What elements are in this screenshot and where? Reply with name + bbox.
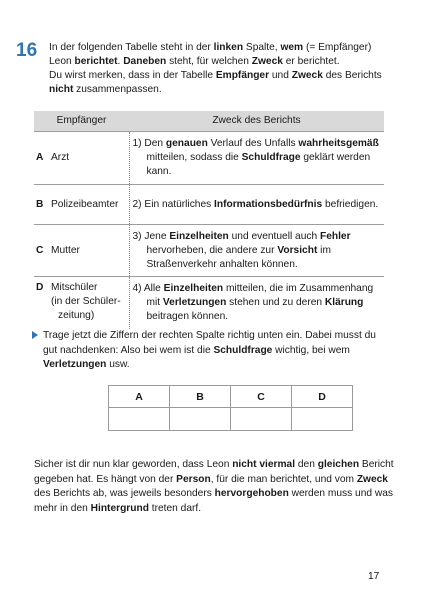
closing-paragraph: Sicher ist dir nun klar geworden, dass Leon nicht viermal den gleichen Bericht gegeben hat. Es hängt von der Person, für die man berichtet, und vom Zweck des Berichts ab, was jeweils besonders hervorgehoben werden muss und was mehr in den Hintergrund treten darf. — [34, 459, 394, 514]
play-arrow-icon — [32, 331, 38, 339]
table-row — [34, 225, 384, 277]
table-header-row — [34, 111, 384, 132]
answer-header-row — [109, 386, 353, 408]
answer-header-a: A — [109, 386, 170, 408]
intro-line-1: In der folgenden Tabelle steht in der linken Spalte, wem (= Empfänger) — [49, 42, 372, 53]
recipient-purpose-table — [34, 111, 384, 329]
answer-table — [108, 385, 353, 431]
task-instruction: Trage jetzt die Ziffern der rechten Spalte richtig unten ein. Dabei musst du gut nachdenken: Also bei wem ist die Schuldfrage wichtig, bei wem Verletzungen usw. — [43, 330, 376, 370]
table-row — [34, 185, 384, 225]
purpose-cell: 3) Jene Einzelheiten und eventuell auch Fehler hervorheben, die andere zur Vorsicht im Straßenverkehr anhalten können. — [129, 225, 384, 277]
answer-header-b: B — [170, 386, 231, 408]
answer-cell-a[interactable] — [109, 408, 170, 431]
purpose-cell: 2) Ein natürliches Informationsbedürfnis befriedigen. — [129, 185, 384, 225]
table-row — [34, 277, 384, 329]
recipient-cell: C Mutter — [34, 225, 129, 277]
answer-header-d: D — [292, 386, 353, 408]
intro-line-4: nicht zusammenpassen. — [49, 84, 162, 95]
exercise-intro — [49, 41, 389, 97]
purpose-cell: 1) Den genauen Verlauf des Unfalls wahrheitsgemäß mitteilen, sodass die Schuldfrage geklärt werden kann. — [129, 132, 384, 185]
table-row — [34, 132, 384, 185]
intro-line-3: Du wirst merken, dass in der Tabelle Empfänger und Zweck des Berichts — [49, 70, 382, 81]
answer-cell-d[interactable] — [292, 408, 353, 431]
exercise-number: 16 — [16, 40, 38, 61]
answer-cell-c[interactable] — [231, 408, 292, 431]
intro-line-2: Leon berichtet. Daneben steht, für welchen Zweck er berichtet. — [49, 56, 340, 67]
purpose-cell: 4) Alle Einzelheiten mitteilen, die im Zusammenhang mit Verletzungen stehen und zu deren Klärung beitragen können. — [129, 277, 384, 329]
recipient-cell: A Arzt — [34, 132, 129, 185]
answer-cell-b[interactable] — [170, 408, 231, 431]
recipient-cell: B Polizeibeamter — [34, 185, 129, 225]
answer-header-c: C — [231, 386, 292, 408]
answer-input-row — [109, 408, 353, 431]
header-recipient: Empfänger — [34, 111, 129, 132]
recipient-cell: D Mitschüler (in der Schüler- zeitung) — [34, 277, 129, 329]
page-number: 17 — [368, 571, 380, 582]
header-purpose: Zweck des Berichts — [129, 111, 384, 132]
